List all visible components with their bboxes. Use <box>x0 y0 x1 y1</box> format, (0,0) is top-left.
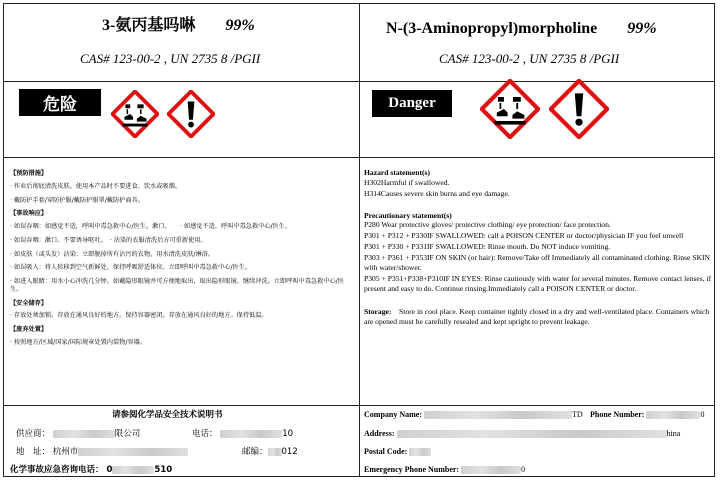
product-name-cn: 3-氨丙基吗啉 99% <box>102 17 255 34</box>
signal-word-cn: 危险 <box>19 89 101 116</box>
postal-label-en: Postal Code: <box>364 447 408 456</box>
phone-label-en: Phone Number: <box>590 410 645 419</box>
product-name-en: N-(3-Aminopropyl)morpholine 99% <box>386 20 657 37</box>
section-heading: 【预防措施】 <box>10 170 48 177</box>
precaution-line: P303 + P361 + P353IF ON SKIN (or hair): Remove/Take off Immediately all contaminated clothing. Rinse SKIN with water/shower. <box>364 253 710 272</box>
redacted-text <box>268 448 282 456</box>
chemical-label <box>3 3 715 477</box>
precaution-line: P280 Wear protective gloves/ protective clothing/ eye protection/ face protection. <box>364 220 611 230</box>
redacted-text <box>424 411 572 419</box>
divider-footer <box>4 405 714 406</box>
emergency-value-en: 0 <box>521 465 526 474</box>
corrosion-icon <box>111 90 159 138</box>
address-label-cn: 地 址： <box>16 447 51 457</box>
section-heading: 【事故响应】 <box>10 210 48 218</box>
address-value-en: hina <box>666 429 681 438</box>
redacted-text <box>409 448 431 456</box>
emergency-label-cn: 化学事故应急咨询电话： <box>10 465 104 475</box>
precaution-line: · 戴防护手套/穿防护服/戴防护眼罩/戴防护面具。 <box>10 196 144 204</box>
section-heading: 【安全储存】 <box>10 299 48 307</box>
emergency-value-cn: 510 <box>154 465 173 475</box>
precaution-line: · 如皮肤（或头发）沾染：立即脱掉所有沾污的衣物。用水清洗皮肤/淋浴。 <box>10 250 215 258</box>
company-value: TD <box>572 410 583 419</box>
address-value-cn: 杭州市 <box>52 447 79 457</box>
emergency-row-cn <box>10 463 172 475</box>
company-row <box>364 410 583 419</box>
signal-word-en: Danger <box>372 90 452 117</box>
address-row-en <box>364 429 680 438</box>
address-label-en: Address: <box>364 429 395 438</box>
redacted-text <box>220 430 282 438</box>
corrosion-icon <box>480 79 540 139</box>
postal-row-en <box>364 447 431 456</box>
precaution-line: · 作业后彻底清洗皮肤。使用本产品时不要进食、饮水或吸烟。 <box>10 182 181 190</box>
precaution-line: P305 + P351+P338+P310IF IN EYES: Rinse cautiously with water for several minutes. Remove contact lenses, if present and easy to do. Continue rinsing.Immediately call a POISON CENTER or doctor. <box>364 273 712 293</box>
phone-value-en: 0 <box>700 410 705 419</box>
phone-row-en <box>590 410 704 419</box>
postcode-row-cn <box>242 445 298 457</box>
storage-statement <box>364 307 712 327</box>
postcode-value-cn: 012 <box>281 447 298 457</box>
hazard-heading: Hazard statement(s) <box>364 168 431 177</box>
precaution-line: P301 + P330 + P331IF SWALLOWED: Rinse mouth. Do NOT induce vomiting. <box>364 242 611 252</box>
redacted-text <box>112 466 154 474</box>
precaution-line: · 如进入眼睛：用水小心冲洗几分钟。如戴隐形眼镜并可方便地取出，取出隐形眼镜。继续冲洗。立即呼叫中毒急救中心/医生。 <box>10 278 344 293</box>
emergency-value-cn: 0 <box>106 465 113 475</box>
statements-en <box>364 168 712 328</box>
supplier-value: 限公司 <box>114 429 141 439</box>
supplier-row <box>16 427 140 439</box>
redacted-text <box>461 466 521 474</box>
hazard-line: H302Harmful if swallowed. <box>364 177 450 187</box>
sds-reference: 请参阅化学品安全技术说明书 <box>112 410 223 420</box>
precaution-line: · 如误吸入：将人转移到空气新鲜处，保持呼吸舒适体位。立即呼叫中毒急救中心/医生。 <box>10 264 252 272</box>
emergency-label-en: Emergency Phone Number: <box>364 465 460 474</box>
cas-number-en: CAS# 123-00-2 , UN 2735 8 /PGII <box>439 51 620 66</box>
section-heading: 【废弃处置】 <box>10 326 48 333</box>
cas-number-cn: CAS# 123-00-2 , UN 2735 8 /PGII <box>80 51 261 66</box>
supplier-label: 供应商： <box>16 429 51 439</box>
divider-pictograms <box>4 157 714 158</box>
redacted-text <box>397 430 667 438</box>
address-row-cn <box>16 445 188 457</box>
redacted-text <box>78 448 188 456</box>
precaution-line: · 存放处须加锁。存放在通风良好的地方。保持容器密闭。存放在通风良好的地方。保持低温。 <box>10 312 268 320</box>
precaution-line: · 如误吞咽：如感觉不适，呼叫中毒急救中心/医生。漱口。 · 如感觉不适，呼叫中毒急救中心/医生。 <box>10 223 292 230</box>
postcode-label-cn: 邮编： <box>242 447 268 457</box>
redacted-text <box>646 411 700 419</box>
precaution-line: · 按照地方/区域/国家/国际规章处置内装物/容器。 <box>10 338 147 346</box>
precautions-cn <box>10 166 354 353</box>
redacted-text <box>53 430 115 438</box>
storage-text: Store in cool place. Keep container tightly closed in a dry and well-ventilated place. Containers which are opened must be carefully resealed and kept upright to prevent leakage. <box>364 307 710 327</box>
emergency-row-en <box>364 465 525 474</box>
precaution-line: P301 + P312 + P330IF SWALLOWED: call a POISON CENTER or doctor/physician IF you feel unwell <box>364 231 684 241</box>
precaution-heading: Precautionary statement(s) <box>364 210 452 220</box>
phone-label-cn: 电话： <box>192 429 218 439</box>
storage-label: Storage: <box>364 307 392 317</box>
exclamation-icon <box>549 79 609 139</box>
exclamation-icon <box>167 90 215 138</box>
company-label: Company Name: <box>364 410 422 419</box>
precaution-line: · 如误吞咽：漱口。不要诱导呕吐。 · 沾染的衣服清洗后方可重新使用。 <box>10 236 207 244</box>
phone-row-cn <box>192 427 293 439</box>
hazard-line: H314Causes severe skin burns and eye damage. <box>364 188 510 198</box>
phone-value-cn: 10 <box>282 429 294 439</box>
